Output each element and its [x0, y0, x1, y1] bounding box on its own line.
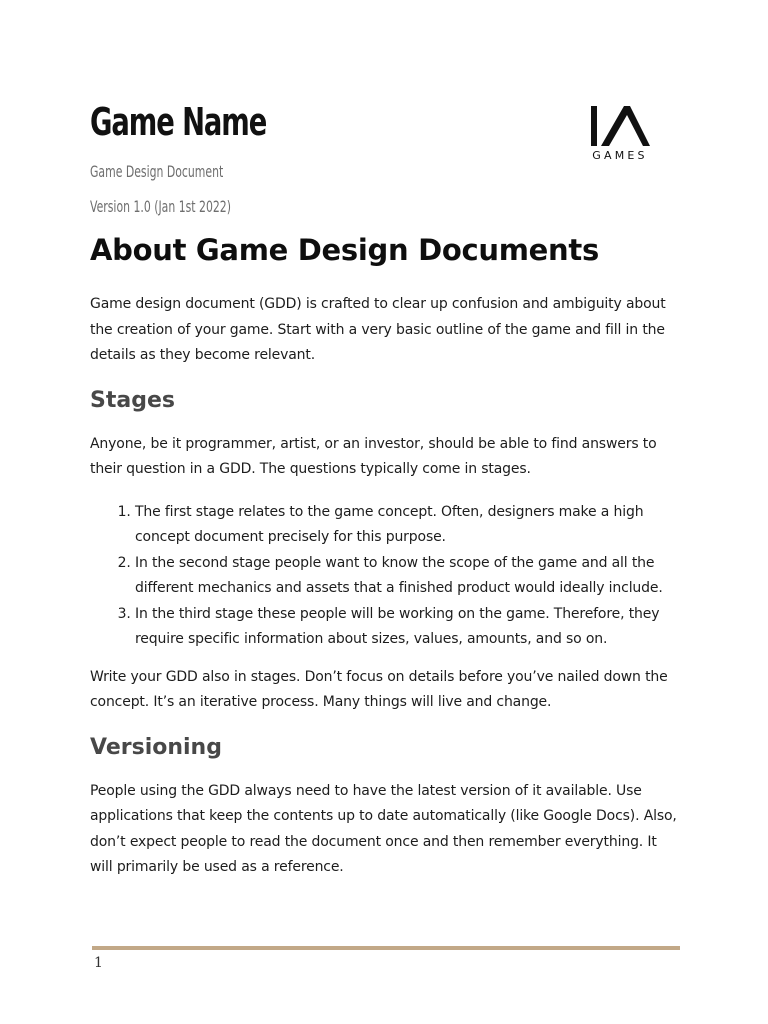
footer-divider	[92, 946, 680, 950]
stages-list	[90, 500, 682, 653]
about-paragraph: Game design document (GDD) is crafted to clear up confusion and ambiguity about the creation of your game. Start with a very basic outline of the game and fill in the details as they become relevant.	[90, 296, 666, 363]
list-item: 1. The first stage relates to the game concept. Often, designers make a high concept document precisely for this purpose.	[135, 500, 682, 551]
page-number: 1	[94, 955, 103, 971]
list-item: 2. In the second stage people want to know the scope of the game and all the different mechanics and assets that a finished product would ideally include.	[135, 551, 682, 602]
versioning-paragraph: People using the GDD always need to have the latest version of it available. Use applications that keep the contents up to date automatically (like Google Docs). Also, don’t expect people to read the document once and then remember everything. It will primarily be used as a reference.	[90, 782, 677, 875]
list-item: 3. In the third stage these people will be working on the game. Therefore, they require specific information about sizes, values, amounts, and so on.	[135, 602, 682, 653]
game-title: Game Name	[90, 100, 267, 144]
ia-games-logo	[588, 104, 652, 164]
versioning-heading: Versioning	[90, 734, 222, 760]
document-body	[90, 228, 682, 898]
document-type-subtitle: Game Design Document	[90, 162, 224, 181]
stages-outro-paragraph: Write your GDD also in stages. Don’t focus on details before you’ve nailed down the concept. It’s an iterative process. Many things will live and change.	[90, 668, 668, 710]
version-subtitle: Version 1.0 (Jan 1st 2022)	[90, 197, 231, 216]
ia-logo-mark-icon	[588, 104, 652, 148]
logo-games-text: GAMES	[592, 149, 648, 162]
stages-heading: Stages	[90, 387, 175, 413]
about-heading: About Game Design Documents	[90, 233, 599, 267]
stages-intro-paragraph: Anyone, be it programmer, artist, or an investor, should be able to find answers to their question in a GDD. The questions typically come in stages.	[90, 435, 657, 477]
